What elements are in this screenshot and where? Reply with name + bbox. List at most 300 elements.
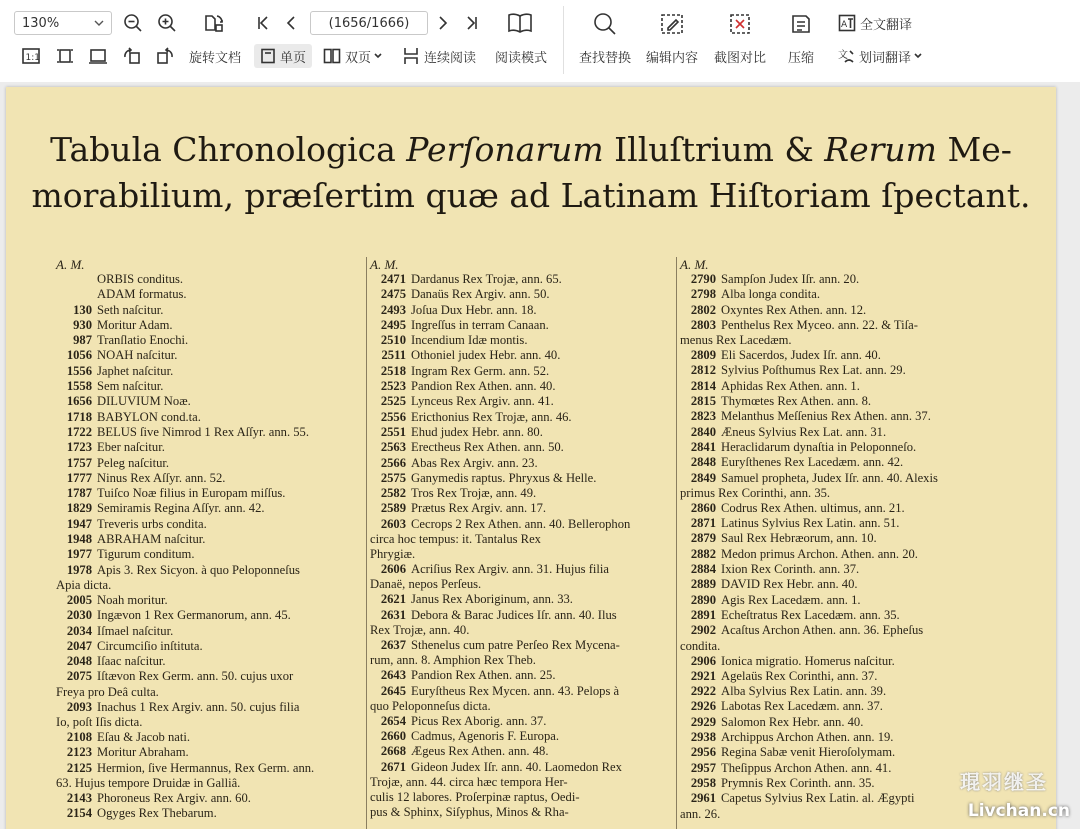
document-viewer[interactable] <box>0 82 1080 829</box>
chronology-entry <box>56 287 356 302</box>
chronology-entry <box>680 623 980 653</box>
chronology-entry <box>680 669 980 684</box>
edit-content-label: 编辑内容 <box>645 50 698 66</box>
entry-year: 2671 <box>380 759 406 774</box>
entry-text: Heraclidarum dynaſtia in Peloponneſo. <box>721 439 917 454</box>
chronology-entry <box>680 547 980 562</box>
entry-text: DAVID Rex Hebr. ann. 40. <box>721 577 858 592</box>
chronology-entry <box>680 593 980 608</box>
svg-text:文: 文 <box>837 50 848 61</box>
page-rotate-icon[interactable] <box>202 11 226 35</box>
entry-text: Abas Rex Argiv. ann. 23. <box>411 455 538 470</box>
entry-text: Oxyntes Rex Athen. ann. 12. <box>721 302 867 317</box>
compress-icon[interactable] <box>786 10 816 38</box>
column-rule <box>366 257 367 829</box>
page-indicator: (1656/1666) <box>328 15 410 31</box>
chronology-entry <box>680 516 980 531</box>
chronology-entry <box>56 700 356 730</box>
edit-content-icon[interactable] <box>657 10 687 38</box>
chronology-entry <box>56 517 356 532</box>
entry-year: 2882 <box>690 546 716 561</box>
entry-year: 2814 <box>690 378 716 393</box>
entry-text: Moritur Adam. <box>97 317 173 332</box>
entry-text-continued: 63. Hujus tempore Druidæ in Galliâ. <box>56 775 241 790</box>
chronology-entry <box>680 303 980 318</box>
word-translate-label: 划词翻译 <box>858 50 911 66</box>
entry-text: Treveris urbs condita. <box>97 516 207 531</box>
entry-text-continued: primus Rex Corinthi, ann. 35. <box>680 485 831 500</box>
entry-text: Ægeus Rex Athen. ann. 48. <box>411 744 549 759</box>
entry-year: 2926 <box>690 699 716 714</box>
chronology-entry <box>56 745 356 760</box>
entry-text: Tuiſco Noæ filius in Europam miſſus. <box>97 486 286 501</box>
entry-text: Ninus Rex Aſſyr. ann. 52. <box>97 470 226 485</box>
entry-text: ABRAHAM naſcitur. <box>97 532 206 547</box>
entry-year: 2884 <box>690 562 716 577</box>
entry-text: Iſtævon Rex Germ. ann. 50. cujus uxor <box>97 669 294 684</box>
entry-text: Semiramis Regina Aſſyr. ann. 42. <box>97 501 265 516</box>
entry-text: Labotas Rex Lacedæm. ann. 37. <box>721 699 883 714</box>
entry-text: Acriſius Rex Argiv. ann. 31. Hujus filia <box>411 562 609 577</box>
entry-text: Euryſtheus Rex Mycen. ann. 43. Pelops à <box>411 683 620 698</box>
entry-text: Acaſtus Archon Athen. ann. 36. Epheſus <box>721 623 924 638</box>
entry-text: Melanthus Meſſenius Rex Athen. ann. 37. <box>721 409 931 424</box>
entry-year: 2891 <box>690 607 716 622</box>
chronology-entry <box>680 409 980 424</box>
chronology-entry <box>680 501 980 516</box>
chronology-entry <box>680 745 980 760</box>
column-header: A. M. <box>370 257 399 272</box>
entry-year: 130 <box>73 302 92 317</box>
entry-year: 2902 <box>690 623 716 638</box>
entry-text: Incendium Idæ montis. <box>411 333 528 348</box>
chronology-entry <box>56 303 356 318</box>
entry-text-continued: menus Rex Lacedæm. <box>680 333 792 348</box>
chronology-entry <box>680 776 980 791</box>
next-page-icon[interactable] <box>434 12 452 34</box>
entry-text: Debora & Barac Judices Iſr. ann. 40. Ilus <box>411 607 617 622</box>
chronology-entry <box>680 684 980 699</box>
entry-year: 2575 <box>380 470 406 485</box>
entry-text: Janus Rex Aboriginum, ann. 33. <box>411 592 573 607</box>
entry-text: Sylvius Poſthumus Rex Lat. ann. 29. <box>721 363 906 378</box>
entry-year: 2849 <box>690 470 716 485</box>
title-part-3: Illuſtrium & <box>603 130 825 169</box>
chronology-entry <box>680 440 980 455</box>
entry-year: 2511 <box>381 348 406 363</box>
single-page-icon <box>260 48 276 64</box>
entry-text: NOAH naſcitur. <box>97 348 178 363</box>
entry-text: Pandion Rex Athen. ann. 40. <box>411 379 556 394</box>
entry-text: Ehud judex Hebr. ann. 80. <box>411 424 543 439</box>
chronology-entry <box>680 287 980 302</box>
pdf-page <box>6 87 1056 829</box>
chronology-entry <box>56 608 356 623</box>
chronology-entry <box>370 379 670 394</box>
entry-text: Ogyges Rex Thebarum. <box>97 806 217 821</box>
chronology-entry <box>680 791 980 821</box>
page-title <box>6 127 1056 219</box>
entry-year: 2030 <box>66 608 92 623</box>
entry-text: Othoniel judex Hebr. ann. 40. <box>411 348 561 363</box>
entry-text: Tros Rex Trojæ, ann. 49. <box>411 486 537 501</box>
screenshot-compare-button[interactable] <box>710 46 770 66</box>
entry-text: Ingram Rex Germ. ann. 52. <box>411 363 550 378</box>
chronology-entry <box>56 272 356 287</box>
svg-text:1:1: 1:1 <box>25 53 40 63</box>
entry-text: Erectheus Rex Athen. ann. 50. <box>411 440 564 455</box>
chronology-entry <box>56 806 356 821</box>
entry-year: 2958 <box>690 775 716 790</box>
entry-text: Echeſtratus Rex Lacedæm. ann. 35. <box>721 607 900 622</box>
title-line-2: morabilium, præſertim quæ ad Latinam Hiſtoriam ſpectant. <box>31 176 1031 215</box>
entry-text: Eber naſcitur. <box>97 440 165 455</box>
chronology-entry <box>56 379 356 394</box>
entry-text: Alba longa condita. <box>721 287 820 302</box>
chronology-entry <box>56 654 356 669</box>
reading-mode-label: 阅读模式 <box>494 50 547 66</box>
entry-year: 1787 <box>66 486 92 501</box>
chronology-entry <box>680 730 980 745</box>
single-page-label: 单页 <box>279 50 306 66</box>
chronology-entry <box>370 760 670 820</box>
entry-year: 2645 <box>380 683 406 698</box>
watermark-text: 琨羽继圣 <box>960 770 1048 794</box>
entry-year: 1977 <box>66 547 92 562</box>
entry-text-continued: ann. 26. <box>680 806 721 821</box>
entry-year: 2589 <box>380 501 406 516</box>
rotate-left-icon[interactable] <box>121 46 143 66</box>
entry-year: 1056 <box>66 348 92 363</box>
chronology-entry <box>680 348 980 363</box>
zoom-out-icon[interactable] <box>122 12 144 34</box>
entry-text: Theſippus Archon Athen. ann. 41. <box>721 760 892 775</box>
continuous-reading-button[interactable] <box>398 44 480 68</box>
entry-year: 2125 <box>66 760 92 775</box>
watermark-url: Livchan.cn <box>967 801 1070 821</box>
entry-text: Tranſlatio Enochi. <box>97 333 189 348</box>
entry-text: Ingreſſus in terram Canaan. <box>411 317 549 332</box>
chronology-entry <box>680 654 980 669</box>
entry-year: 2660 <box>380 729 406 744</box>
entry-year: 2582 <box>380 486 406 501</box>
entry-text: Iſaac naſcitur. <box>97 654 166 669</box>
compress-button[interactable] <box>784 46 818 66</box>
chronology-entry <box>680 471 980 501</box>
continuous-reading-icon <box>402 47 420 65</box>
entry-year: 2957 <box>690 760 716 775</box>
search-icon[interactable] <box>590 10 620 38</box>
entry-year: 2906 <box>690 653 716 668</box>
entry-text: Cecrops 2 Rex Athen. ann. 40. Bellerophon <box>411 516 631 531</box>
entry-year: 2637 <box>380 637 406 652</box>
screenshot-compare-icon[interactable] <box>725 10 755 38</box>
entry-text: Agis Rex Lacedæm. ann. 1. <box>721 592 861 607</box>
chronology-entry <box>370 471 670 486</box>
entry-year: 1722 <box>66 424 92 439</box>
entry-text: Penthelus Rex Myceo. ann. 22. & Tiſa- <box>721 317 918 332</box>
entry-text: Sthenelus cum patre Perſeo Rex Mycena- <box>411 637 620 652</box>
title-part-5: Me- <box>936 130 1012 169</box>
entry-text: Iſmael naſcitur. <box>97 623 174 638</box>
entry-text: Æneus Sylvius Rex Lat. ann. 31. <box>721 424 887 439</box>
zoom-value: 130% <box>22 15 60 31</box>
entry-text: ORBIS conditus. <box>97 272 184 286</box>
chronology-entry <box>680 379 980 394</box>
entry-text: Pandion Rex Athen. ann. 25. <box>411 668 556 683</box>
entry-text: Latinus Sylvius Rex Latin. ann. 51. <box>721 516 900 531</box>
entry-year: 987 <box>73 333 92 348</box>
entry-text: DILUVIUM Noæ. <box>97 394 191 409</box>
entry-year: 2603 <box>380 516 406 531</box>
first-page-icon[interactable] <box>254 12 272 34</box>
column-rule <box>676 257 677 829</box>
entry-year: 2475 <box>380 287 406 302</box>
entry-text: ADAM formatus. <box>97 287 187 302</box>
entry-year <box>56 272 97 287</box>
entry-year: 2812 <box>690 363 716 378</box>
entry-year: 1757 <box>66 455 92 470</box>
chronology-entry <box>370 714 670 729</box>
entry-year: 2566 <box>380 455 406 470</box>
chronology-entry <box>56 456 356 471</box>
rotate-document-button[interactable] <box>186 46 244 66</box>
translate-icon <box>838 14 856 32</box>
entry-text: Tigurum conditum. <box>97 547 195 562</box>
chronology-entry <box>56 425 356 440</box>
entry-text-continued: Trojæ, ann. 44. circa hæc tempora Her- <box>370 775 568 790</box>
double-page-label: 双页 <box>344 50 371 66</box>
entry-text: Capetus Sylvius Rex Latin. al. Ægypti <box>721 791 915 806</box>
entry-year: 1718 <box>66 409 92 424</box>
entry-text: Moritur Abraham. <box>97 745 189 760</box>
entry-year: 1948 <box>66 532 92 547</box>
entry-text: Archippus Archon Athen. ann. 19. <box>721 730 894 745</box>
title-part-4: Rerum <box>824 130 937 169</box>
entry-year: 2841 <box>690 439 716 454</box>
entry-year: 1777 <box>66 470 92 485</box>
chronology-column-2 <box>370 257 670 820</box>
entry-text: Eſau & Jacob nati. <box>97 730 191 745</box>
entry-year: 2523 <box>380 379 406 394</box>
entry-year: 2879 <box>690 531 716 546</box>
chronology-entry <box>56 791 356 806</box>
toolbar-divider <box>563 6 564 74</box>
entry-year: 2922 <box>690 684 716 699</box>
entry-year: 2143 <box>66 790 92 805</box>
chronology-entry <box>370 410 670 425</box>
book-icon[interactable] <box>506 10 534 36</box>
entry-text-continued: culis 12 labores. Proſerpinæ raptus, Oedi- <box>370 790 580 805</box>
entry-text-continued: Io, poſt Iſis dicta. <box>56 715 143 730</box>
rotate-document-label: 旋转文档 <box>188 50 241 66</box>
entry-text: Prymnis Rex Corinth. ann. 35. <box>721 775 875 790</box>
chronology-entry <box>370 364 670 379</box>
entry-text: Ionica migratio. Homerus naſcitur. <box>721 653 895 668</box>
entry-text: Apis 3. Rex Sicyon. à quo Peloponneſus <box>97 562 300 577</box>
chronology-entry <box>56 364 356 379</box>
entry-text: Lynceus Rex Argiv. ann. 41. <box>411 394 554 409</box>
entry-text-continued: rum, ann. 8. Amphion Rex Theb. <box>370 653 536 668</box>
chronology-entry <box>56 440 356 455</box>
chronology-entry <box>370 608 670 638</box>
chronology-entry <box>370 729 670 744</box>
chronology-entry <box>370 684 670 714</box>
entry-year: 2654 <box>380 713 406 728</box>
chronology-entry <box>680 531 980 546</box>
entry-text-continued: Freya pro Deâ culta. <box>56 684 159 699</box>
last-page-icon[interactable] <box>462 12 482 34</box>
chronology-entry <box>56 348 356 363</box>
entry-year: 2606 <box>380 562 406 577</box>
entry-text: Aphidas Rex Athen. ann. 1. <box>721 378 860 393</box>
prev-page-icon[interactable] <box>282 12 300 34</box>
entry-text-continued: Apia dicta. <box>56 577 112 592</box>
chronology-entry <box>680 425 980 440</box>
entry-text: Phoroneus Rex Argiv. ann. 60. <box>97 790 251 805</box>
entry-text: Dardanus Rex Trojæ, ann. 65. <box>411 272 562 286</box>
chronology-column-3 <box>680 257 980 822</box>
entry-text: Danaüs Rex Argiv. ann. 50. <box>411 287 550 302</box>
reading-mode-button[interactable] <box>490 44 552 68</box>
entry-text: Ixion Rex Corinth. ann. 37. <box>721 562 860 577</box>
column-header: A. M. <box>680 257 709 272</box>
entry-text-continued: Danaë, nepos Perſeus. <box>370 577 482 592</box>
full-text-translate-button[interactable] <box>834 12 916 34</box>
chronology-entry <box>680 455 980 470</box>
entry-year: 2471 <box>380 272 406 286</box>
rotate-right-icon[interactable] <box>154 46 176 66</box>
chronology-entry <box>370 486 670 501</box>
entry-text: Noah moritur. <box>97 592 168 607</box>
entry-year: 2005 <box>66 592 92 607</box>
chronology-entry <box>680 715 980 730</box>
chronology-entry <box>56 563 356 593</box>
chronology-entry <box>680 562 980 577</box>
entry-year: 2621 <box>380 592 406 607</box>
title-part-2: Perſonarum <box>406 130 604 169</box>
entry-text: Prætus Rex Argiv. ann. 17. <box>411 501 547 516</box>
column-header: A. M. <box>56 257 85 272</box>
chronology-entry <box>370 348 670 363</box>
entry-text: Japhet naſcitur. <box>97 363 174 378</box>
entry-text: Samuel propheta, Judex Iſr. ann. 40. Alexis <box>721 470 938 485</box>
chronology-entry <box>370 333 670 348</box>
entry-year: 1556 <box>66 363 92 378</box>
chronology-entry <box>680 394 980 409</box>
entry-year: 2123 <box>66 745 92 760</box>
chevron-down-icon <box>913 51 923 61</box>
chronology-entry <box>56 318 356 333</box>
chronology-entry <box>56 333 356 348</box>
entry-year: 2668 <box>380 744 406 759</box>
compress-label: 压缩 <box>787 50 814 66</box>
chronology-entry <box>370 517 670 562</box>
entry-text: BELUS ſive Nimrod 1 Rex Aſſyr. ann. 55. <box>97 424 309 439</box>
chronology-entry <box>56 639 356 654</box>
chronology-entry <box>680 318 980 348</box>
word-translate-icon <box>837 47 855 65</box>
entry-year: 1723 <box>66 440 92 455</box>
entry-year: 2921 <box>690 668 716 683</box>
entry-text: Hermion, ſive Hermannus, Rex Germ. ann. <box>97 760 315 775</box>
fit-page-icon[interactable] <box>54 46 76 66</box>
entry-text: Picus Rex Aborig. ann. 37. <box>411 713 547 728</box>
entry-year: 2495 <box>380 317 406 332</box>
screenshot-compare-label: 截图对比 <box>713 50 766 66</box>
zoom-select[interactable] <box>14 11 112 35</box>
edit-content-button[interactable] <box>642 46 702 66</box>
entry-year: 2871 <box>690 516 716 531</box>
entry-year: 2047 <box>66 638 92 653</box>
word-translate-button[interactable] <box>834 45 926 67</box>
chronology-entry <box>370 318 670 333</box>
entry-text: Salomon Rex Hebr. ann. 40. <box>721 714 864 729</box>
entry-year: 2563 <box>380 440 406 455</box>
entry-text: Sem naſcitur. <box>97 379 164 394</box>
zoom-in-icon[interactable] <box>156 12 178 34</box>
full-text-translate-label: 全文翻译 <box>859 17 912 33</box>
entry-text: Ingævon 1 Rex Germanorum, ann. 45. <box>97 608 291 623</box>
entry-text-continued: Phrygiæ. <box>370 547 416 562</box>
chronology-entry <box>56 730 356 745</box>
entry-year: 2034 <box>66 623 92 638</box>
entry-year: 2518 <box>380 363 406 378</box>
entry-year: 2929 <box>690 714 716 729</box>
title-part-1: Tabula Chronologica <box>50 130 407 169</box>
entry-year: 2961 <box>690 791 716 806</box>
entry-year: 2643 <box>380 668 406 683</box>
entry-year: 2860 <box>690 500 716 515</box>
entry-year: 2798 <box>690 287 716 302</box>
entry-year: 2890 <box>690 592 716 607</box>
chronology-entry <box>370 501 670 516</box>
entry-text-continued: Rex Trojæ, ann. 40. <box>370 622 470 637</box>
entry-year <box>56 287 97 302</box>
chronology-entry <box>370 668 670 683</box>
find-replace-button[interactable] <box>574 46 636 66</box>
entry-year: 1947 <box>66 516 92 531</box>
entry-year: 2154 <box>66 806 92 821</box>
entry-year: 2823 <box>690 409 716 424</box>
chronology-entry <box>56 501 356 516</box>
entry-text: Eli Sacerdos, Judex Iſr. ann. 40. <box>721 348 881 363</box>
entry-text-continued: condita. <box>680 638 721 653</box>
double-page-button[interactable] <box>320 44 386 68</box>
entry-year: 2556 <box>380 409 406 424</box>
entry-year: 1978 <box>66 562 92 577</box>
entry-text: Ericthonius Rex Trojæ, ann. 46. <box>411 409 572 424</box>
chronology-entry <box>680 363 980 378</box>
chronology-entry <box>370 425 670 440</box>
chronology-entry <box>56 593 356 608</box>
chronology-entry <box>680 272 980 287</box>
entry-year: 2108 <box>66 730 92 745</box>
actual-size-icon[interactable] <box>20 46 42 66</box>
entry-text: Seth naſcitur. <box>97 302 164 317</box>
page-number-input[interactable] <box>310 11 428 35</box>
entry-text: Peleg naſcitur. <box>97 455 170 470</box>
entry-year: 2510 <box>380 333 406 348</box>
entry-text: Cadmus, Agenoris F. Europa. <box>411 729 560 744</box>
toolbar <box>0 0 1080 83</box>
entry-year: 2093 <box>66 699 92 714</box>
fit-width-icon[interactable] <box>87 46 109 66</box>
entry-year: 2525 <box>380 394 406 409</box>
chronology-entry <box>56 669 356 699</box>
entry-text: Regina Sabæ venit Hieroſolymam. <box>721 745 896 760</box>
single-page-button[interactable] <box>254 44 312 68</box>
